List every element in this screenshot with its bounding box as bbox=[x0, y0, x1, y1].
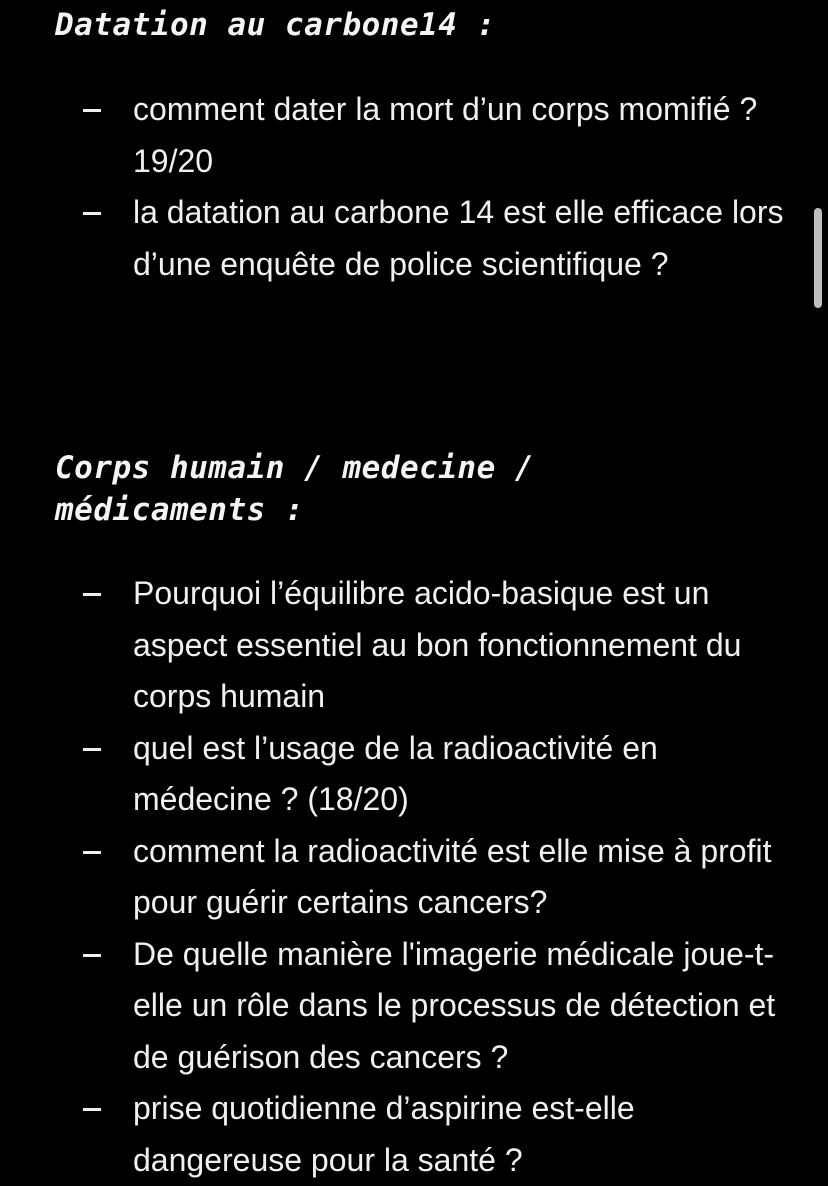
list-item-text: Pourquoi l’équilibre acido-basique est un aspect essentiel au bon fonctionnement du corps humain bbox=[133, 575, 742, 714]
list-item bbox=[0, 84, 828, 187]
section-heading: Corps humain / medecine / médicaments : bbox=[55, 450, 535, 528]
bullet-list bbox=[0, 568, 828, 1186]
list-item bbox=[0, 723, 828, 826]
scrollbar-thumb[interactable] bbox=[814, 208, 822, 308]
list-item bbox=[0, 568, 828, 723]
list-item-text: prise quotidienne d’aspirine est-elle dangereuse pour la santé ? bbox=[133, 1090, 635, 1178]
bullet-list bbox=[0, 84, 828, 290]
list-item-text: la datation au carbone 14 est elle efficace lors d’une enquête de police scientifique ? bbox=[133, 194, 784, 282]
list-item bbox=[0, 187, 828, 290]
list-item bbox=[0, 1083, 828, 1186]
list-item-text: quel est l’usage de la radioactivité en médecine ? (18/20) bbox=[133, 729, 658, 817]
section-heading: Datation au carbone14 : bbox=[55, 7, 496, 43]
list-item bbox=[0, 826, 828, 929]
scrollbar[interactable] bbox=[814, 200, 824, 310]
list-item-text: comment la radioactivité est elle mise à profit pour guérir certains cancers? bbox=[133, 832, 772, 920]
list-item-text: comment dater la mort d’un corps momifié ? 19/20 bbox=[133, 91, 758, 179]
list-item bbox=[0, 929, 828, 1084]
list-item-text: De quelle manière l'imagerie médicale joue-t-elle un rôle dans le processus de détection et de guérison des cancers ? bbox=[133, 935, 776, 1075]
